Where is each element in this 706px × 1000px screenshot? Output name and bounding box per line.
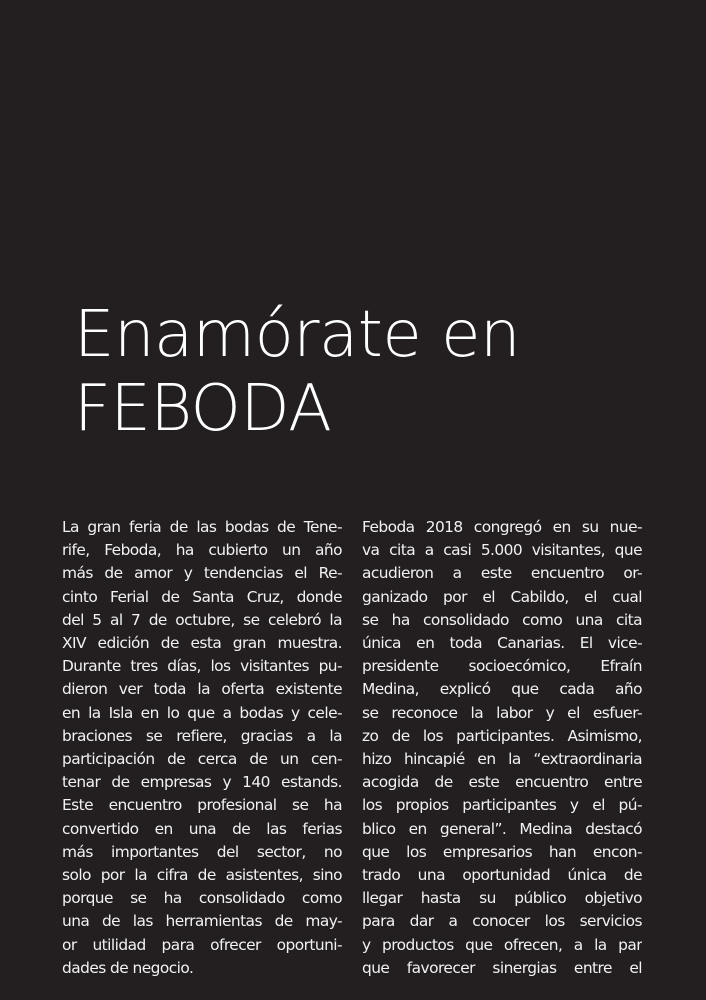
text-line: Durante tres días, los visitantes pu- — [62, 657, 342, 676]
text-line: acudieron a este encuentro or- — [362, 564, 642, 583]
text-line: convertido en una de las ferias — [62, 819, 342, 838]
article-title-line-1: Enamórate en — [74, 298, 520, 372]
text-line: que favorecer sinergias entre el — [362, 958, 642, 977]
text-line: hizo hincapié en la “extraordinaria — [362, 750, 642, 769]
text-line: que los empresarios han encon- — [362, 842, 642, 861]
text-line: dades de negocio. — [62, 958, 194, 977]
text-line: se ha consolidado como una cita — [362, 610, 642, 629]
text-line: braciones se refiere, gracias a la — [62, 726, 342, 745]
text-line: una de las herramientas de may- — [62, 912, 342, 931]
text-line: XIV edición de esta gran muestra. — [62, 634, 342, 653]
text-line: solo por la cifra de asistentes, sino — [62, 866, 342, 885]
text-line: La gran feria de las bodas de Tene- — [62, 518, 342, 536]
text-line: acogida de este encuentro entre — [362, 773, 642, 792]
text-line: presidente socioecómico, Efraín — [362, 657, 642, 676]
text-line: se reconoce la labor y el esfuer- — [362, 703, 642, 722]
text-line: los propios participantes y el pú- — [362, 796, 642, 815]
text-line: or utilidad para ofrecer oportuni- — [62, 935, 342, 954]
text-line: cinto Ferial de Santa Cruz, donde — [62, 587, 342, 606]
text-line: blico en general”. Medina destacó — [362, 819, 642, 838]
text-line: tenar de empresas y 140 estands. — [62, 773, 342, 792]
text-line: para dar a conocer los servicios — [362, 912, 642, 931]
text-line: del 5 al 7 de octubre, se celebró la — [62, 610, 342, 629]
text-line: porque se ha consolidado como — [62, 889, 342, 908]
text-line: zo de los participantes. Asimismo, — [362, 726, 642, 745]
text-line: Medina, explicó que cada año — [362, 680, 642, 699]
article-title-line-2: FEBODA — [74, 372, 332, 446]
text-line: participación de cerca de un cen- — [62, 750, 342, 769]
text-line: va cita a casi 5.000 visitantes, que — [362, 541, 642, 560]
text-line: trado una oportunidad única de — [362, 866, 642, 885]
article-title — [74, 298, 520, 446]
text-line: ganizado por el Cabildo, el cual — [362, 587, 642, 606]
text-line: rife, Feboda, ha cubierto un año — [62, 541, 342, 560]
article-column-right — [362, 516, 642, 980]
text-line: y productos que ofrecen, a la par — [362, 935, 642, 954]
text-line: más importantes del sector, no — [62, 842, 342, 861]
text-line: llegar hasta su público objetivo — [362, 889, 642, 908]
text-line: en la Isla en lo que a bodas y cele- — [62, 703, 342, 722]
text-line: dieron ver toda la oferta existente — [62, 680, 342, 699]
text-line: más de amor y tendencias el Re- — [62, 564, 342, 583]
text-line: única en toda Canarias. El vice- — [362, 634, 642, 653]
text-line: Este encuentro profesional se ha — [62, 796, 342, 815]
text-line: Feboda 2018 congregó en su nue- — [362, 518, 642, 536]
article-column-left — [62, 516, 342, 980]
